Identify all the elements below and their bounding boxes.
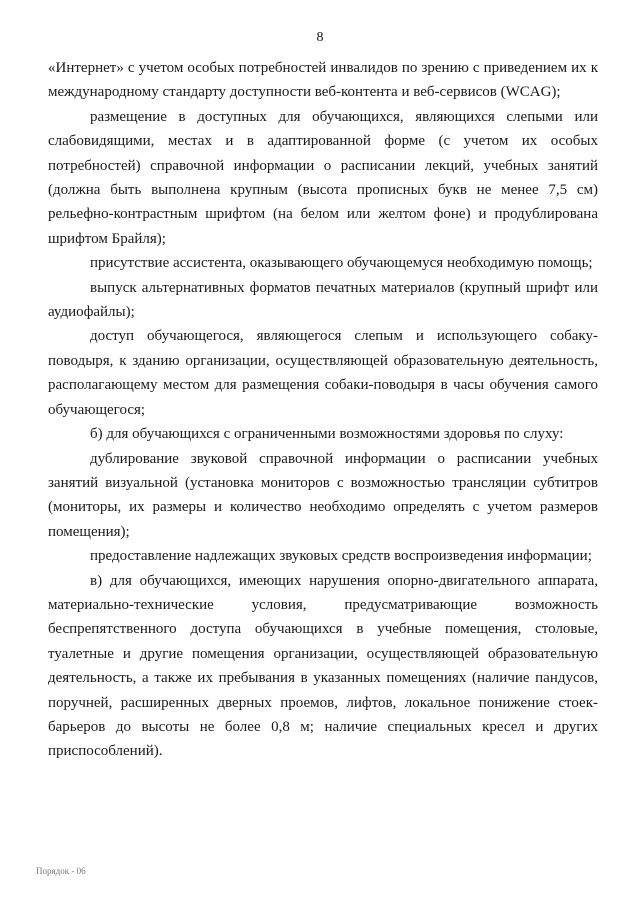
paragraph: «Интернет» с учетом особых потребностей инвалидов по зрению с приведением их к международному стандарту доступности веб-контента и веб-сервисов (WCAG); <box>48 60 598 101</box>
footer-note: Порядок - 06 <box>36 866 86 876</box>
paragraph: предоставление надлежащих звуковых средств воспроизведения информации; <box>90 548 592 565</box>
paragraph: размещение в доступных для обучающихся, являющихся слепыми или слабовидящими, местах и в адаптированной форме (с учетом их особых потребностей) справочной информации о расписании лекций, учебных занятий (должна быть выполнена крупным (высота прописных букв не менее 7,5 см) рельефно-контрастным шрифтом (на белом или желтом фоне) и продублирована шрифтом Брайля); <box>48 108 598 247</box>
paragraph: присутствие ассистента, оказывающего обучающемуся необходимую помощь; <box>90 255 593 272</box>
paragraph: дублирование звуковой справочной информации о расписании учебных занятий визуальной (установка мониторов с возможностью трансляции субтитров (мониторы, их размеры и количество необходимо определять с учетом размеров помещения); <box>48 450 598 540</box>
section-heading: в) для обучающихся, имеющих нарушения опорно-двигательного аппарата, материально-технические условия, предусматривающие возможность беспрепятственного доступа обучающихся в учебные помещения, столовые, туалетные и другие помещения организации, осуществляющей образовательную деятельность, а также их пребывания в указанных помещениях (наличие пандусов, поручней, расширенных дверных проемов, лифтов, локальное понижение стоек-барьеров до высоты не более 0,8 м; наличие специальных кресел и других приспособлений). <box>48 572 598 760</box>
paragraph: доступ обучающегося, являющегося слепым и использующего собаку-поводыря, к зданию организации, осуществляющей образовательную деятельность, располагающему местом для размещения собаки-поводыря в часы обучения самого обучающегося; <box>48 328 598 418</box>
page-number: 8 <box>316 30 324 45</box>
document-body <box>48 56 598 764</box>
paragraph: выпуск альтернативных форматов печатных материалов (крупный шрифт или аудиофайлы); <box>48 279 598 321</box>
section-heading: б) для обучающихся с ограниченными возможностями здоровья по слуху: <box>90 426 564 443</box>
